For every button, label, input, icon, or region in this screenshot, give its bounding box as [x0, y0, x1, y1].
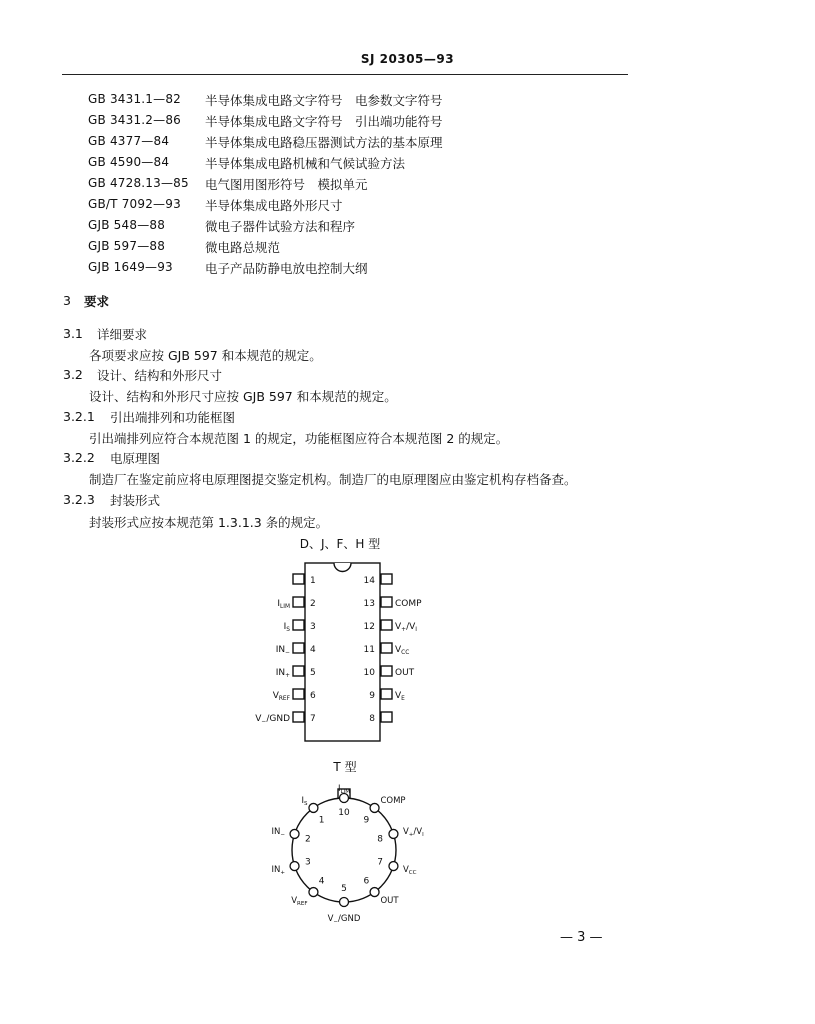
- reference-code: GJB 597—88: [88, 239, 166, 253]
- reference-code: GB 4590—84: [88, 155, 170, 169]
- reference-title: 半导体集成电路文字符号 引出端功能符号: [205, 114, 443, 129]
- section-body: 封装形式应按本规范第 1.3.1.3 条的规定。: [89, 515, 329, 530]
- document-number-header: SJ 20305—93: [360, 52, 455, 66]
- section-heading: 引出端排列和功能框图: [110, 410, 236, 425]
- pin-number: 9: [363, 815, 370, 826]
- pin-number: 12: [363, 622, 375, 632]
- dip-pin: [381, 689, 392, 699]
- can-pinout-diagram: [240, 772, 440, 932]
- pin-number: 6: [363, 876, 370, 887]
- section-body: 引出端排列应符合本规范图 1 的规定，功能框图应符合本规范图 2 的规定。: [89, 431, 509, 446]
- pin-number: 8: [369, 714, 375, 724]
- reference-title: 微电路总规范: [205, 240, 281, 255]
- section-number: 3.1: [63, 326, 83, 341]
- section-heading: 封装形式: [110, 493, 161, 508]
- can-pin: [340, 898, 349, 907]
- pin-name-label: $I_{LIM}$: [277, 599, 290, 610]
- reference-title: 半导体集成电路文字符号 电参数文字符号: [205, 93, 443, 108]
- reference-code: GJB 1649—93: [88, 260, 173, 274]
- can-pin: [309, 803, 318, 812]
- section-number: 3.2.2: [63, 450, 95, 465]
- pin-name-label: $IN_-$: [275, 645, 290, 656]
- pin-number: 10: [338, 808, 350, 818]
- pin-name-label: $V_-$/GND: [255, 714, 290, 725]
- pin-name-label: COMP: [395, 599, 422, 609]
- section-number: 3: [63, 293, 71, 308]
- reference-code: GB 4377—84: [88, 134, 170, 148]
- pin-number: 3: [310, 622, 316, 632]
- reference-title: 半导体集成电路稳压器测试方法的基本原理: [205, 135, 443, 150]
- dip-pin: [293, 597, 304, 607]
- section-heading: 设计、结构和外形尺寸: [97, 368, 223, 383]
- can-pin: [370, 888, 379, 897]
- dip-pinout-diagram: [230, 555, 450, 745]
- pin-name-label: $V_+/V_I$: [402, 826, 424, 838]
- reference-code: GB 3431.1—82: [88, 92, 182, 106]
- dip-pin: [381, 574, 392, 584]
- pin-number: 8: [377, 834, 384, 845]
- pin-number: 1: [310, 576, 316, 586]
- dip-pin: [381, 712, 392, 722]
- pin-name-label: $V_E$: [395, 691, 405, 702]
- dip-pin: [293, 712, 304, 722]
- can-pin: [370, 803, 379, 812]
- pin-name-label: OUT: [395, 668, 415, 678]
- can-pin: [389, 829, 398, 838]
- reference-code: GJB 548—88: [88, 218, 166, 232]
- orientation-notch: [334, 563, 351, 572]
- pin-name-label: $V_{REF}$: [291, 896, 308, 908]
- section-heading: 详细要求: [97, 327, 148, 342]
- can-package-label: T 型: [333, 760, 357, 774]
- pin-name-label: $V_-$/GND: [327, 914, 361, 925]
- pin-name-label: $IN_+$: [271, 865, 286, 877]
- page-number: — 3 —: [560, 930, 603, 945]
- pin-number: 10: [363, 668, 375, 678]
- section-number: 3.2.1: [63, 409, 95, 424]
- pin-number: 4: [310, 645, 316, 655]
- reference-code: GB/T 7092—93: [88, 197, 181, 211]
- dip-pin: [293, 620, 304, 630]
- pin-number: 11: [363, 645, 375, 655]
- pin-number: 5: [341, 884, 347, 894]
- pin-name-label: $I_S$: [283, 622, 290, 633]
- reference-title: 微电子器件试验方法和程序: [205, 219, 356, 234]
- pin-name-label: OUT: [380, 896, 399, 907]
- pin-name-label: $V_+/V_I$: [395, 622, 418, 633]
- pin-number: 13: [363, 599, 375, 609]
- pin-number: 2: [310, 599, 316, 609]
- reference-title: 半导体集成电路外形尺寸: [205, 198, 343, 213]
- dip-pin: [381, 620, 392, 630]
- pin-number: 14: [363, 576, 375, 586]
- pin-name-label: COMP: [380, 795, 406, 806]
- dip-pin: [293, 666, 304, 676]
- dip-pin: [293, 689, 304, 699]
- pin-name-label: $I_S$: [301, 795, 308, 807]
- dip-pin: [293, 574, 304, 584]
- pin-name-label: $V_{CC}$: [402, 865, 417, 877]
- pin-number: 2: [304, 834, 311, 845]
- dip-package-label: D、J、F、H 型: [299, 537, 381, 551]
- header-rule: [62, 74, 628, 75]
- pin-number: 5: [310, 668, 316, 678]
- section-body: 设计、结构和外形尺寸应按 GJB 597 和本规范的规定。: [89, 389, 397, 404]
- pin-number: 1: [318, 815, 325, 826]
- pin-number: 7: [310, 714, 316, 724]
- section-body: 制造厂在鉴定前应将电原理图提交鉴定机构。制造厂的电原理图应由鉴定机构存档备查。: [89, 472, 577, 487]
- can-pin: [290, 862, 299, 871]
- section-body: 各项要求应按 GJB 597 和本规范的规定。: [89, 348, 322, 363]
- section-heading: 电原理图: [110, 451, 161, 466]
- reference-title: 电子产品防静电放电控制大纲: [205, 261, 368, 276]
- reference-code: GB 3431.2—86: [88, 113, 182, 127]
- reference-title: 半导体集成电路机械和气候试验方法: [205, 156, 406, 171]
- section-number: 3.2.3: [63, 492, 95, 507]
- can-pin: [290, 829, 299, 838]
- pin-number: 7: [377, 857, 384, 868]
- dip-pin: [381, 597, 392, 607]
- pin-name-label: $IN_+$: [275, 668, 290, 679]
- section-heading: 要求: [84, 294, 110, 309]
- pin-number: 4: [318, 876, 325, 887]
- pin-name-label: $IN_-$: [271, 826, 286, 838]
- can-pin: [389, 862, 398, 871]
- pin-name-label: $V_{CC}$: [395, 645, 410, 656]
- section-number: 3.2: [63, 367, 83, 382]
- dip-pin: [381, 666, 392, 676]
- reference-code: GB 4728.13—85: [88, 176, 189, 190]
- pin-name-label: $I_{LIM}$: [338, 784, 350, 795]
- dip-pin: [381, 643, 392, 653]
- pin-name-label: $V_{REF}$: [272, 691, 290, 702]
- pin-number: 9: [369, 691, 375, 701]
- reference-title: 电气图用图形符号 模拟单元: [205, 177, 368, 192]
- can-pin: [309, 888, 318, 897]
- pin-number: 3: [304, 857, 311, 868]
- dip-pin: [293, 643, 304, 653]
- pin-number: 6: [310, 691, 316, 701]
